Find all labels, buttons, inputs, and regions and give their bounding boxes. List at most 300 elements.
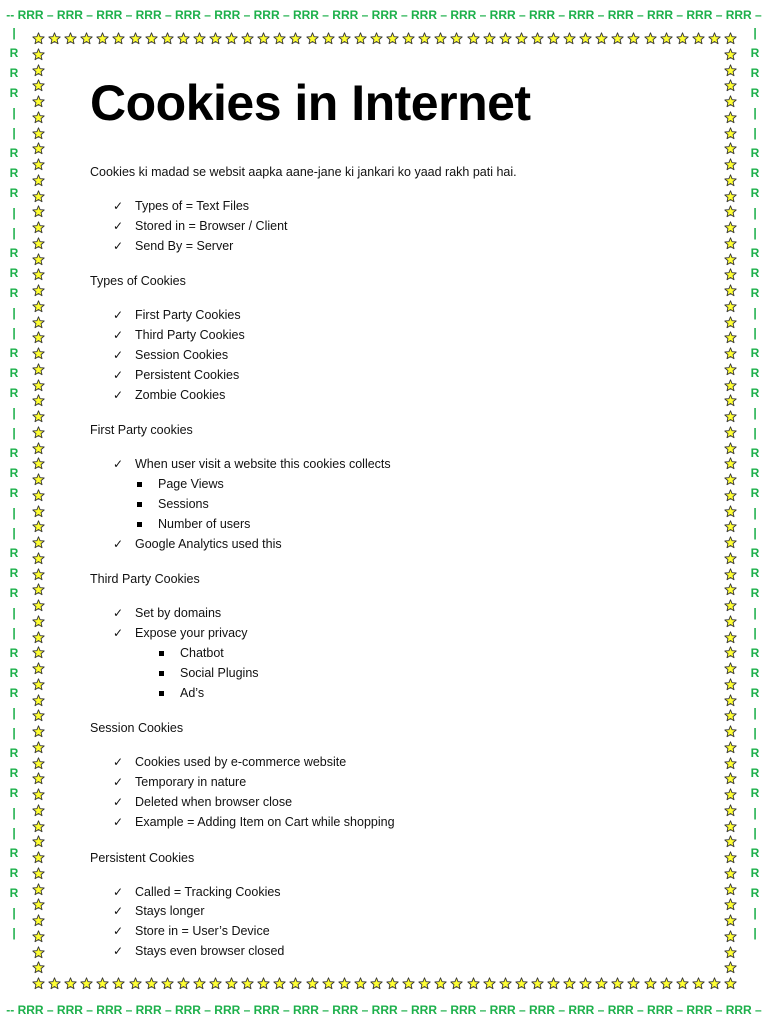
star-icon bbox=[724, 520, 737, 533]
star-icon bbox=[32, 757, 45, 770]
star-icon bbox=[724, 914, 737, 927]
border-glyph: | bbox=[753, 606, 757, 620]
border-glyph: | bbox=[753, 26, 757, 40]
section-heading-types: Types of Cookies bbox=[90, 274, 186, 289]
border-glyph: | bbox=[12, 106, 16, 120]
border-glyph: | bbox=[753, 726, 757, 740]
star-icon bbox=[177, 977, 190, 990]
star-icon bbox=[32, 253, 45, 266]
border-glyph: | bbox=[753, 806, 757, 820]
star-icon bbox=[402, 977, 415, 990]
star-icon bbox=[161, 32, 174, 45]
border-glyph: R bbox=[750, 166, 760, 180]
star-icon bbox=[724, 851, 737, 864]
border-glyph: R bbox=[9, 446, 19, 460]
star-icon bbox=[32, 804, 45, 817]
star-icon bbox=[724, 221, 737, 234]
star-icon bbox=[724, 316, 737, 329]
star-icon bbox=[724, 111, 737, 124]
star-icon bbox=[724, 835, 737, 848]
star-icon bbox=[611, 977, 624, 990]
border-glyph: | bbox=[753, 706, 757, 720]
star-icon bbox=[724, 253, 737, 266]
star-icon bbox=[32, 268, 45, 281]
star-icon bbox=[32, 694, 45, 707]
star-icon bbox=[32, 221, 45, 234]
star-icon bbox=[483, 977, 496, 990]
star-icon bbox=[32, 174, 45, 187]
star-icon bbox=[724, 930, 737, 943]
border-glyph: | bbox=[12, 126, 16, 140]
star-icon bbox=[32, 111, 45, 124]
session-list bbox=[90, 753, 690, 832]
list-item: ✓ Stays longer bbox=[90, 902, 690, 922]
border-glyph: | bbox=[12, 626, 16, 640]
border-glyph: | bbox=[12, 226, 16, 240]
border-glyph: R bbox=[9, 866, 19, 880]
border-glyph: | bbox=[753, 626, 757, 640]
border-glyph: | bbox=[12, 326, 16, 340]
list-item: ✓ Example = Adding Item on Cart while shopping bbox=[90, 813, 690, 833]
border-glyph: R bbox=[750, 246, 760, 260]
star-icon bbox=[80, 32, 93, 45]
list-item: ✓ Temporary in nature bbox=[90, 773, 690, 793]
sub-list-item: Social Plugins bbox=[90, 664, 690, 684]
star-icon bbox=[32, 662, 45, 675]
persistent-list bbox=[90, 883, 690, 962]
star-icon bbox=[692, 977, 705, 990]
star-icon bbox=[32, 410, 45, 423]
page-title: Cookies in Internet bbox=[90, 75, 531, 131]
star-icon bbox=[289, 32, 302, 45]
star-icon bbox=[724, 64, 737, 77]
sub-list-item: Chatbot bbox=[90, 644, 690, 664]
sub-list-item: Ad’s bbox=[90, 684, 690, 704]
star-icon bbox=[724, 268, 737, 281]
star-icon bbox=[32, 48, 45, 61]
star-icon bbox=[64, 32, 77, 45]
border-glyph: R bbox=[750, 546, 760, 560]
section-heading-third-party: Third Party Cookies bbox=[90, 572, 200, 587]
star-icon bbox=[32, 237, 45, 250]
border-top-text: -- RRR – RRR – RRR – RRR – RRR – RRR – RRR – RRR – RRR – RRR – RRR – RRR – RRR – RRR – RRR – RRR – RRR – RRR – RRR – bbox=[6, 8, 762, 22]
star-icon bbox=[32, 930, 45, 943]
star-icon bbox=[32, 615, 45, 628]
star-icon bbox=[96, 32, 109, 45]
star-icon bbox=[724, 961, 737, 974]
star-icon bbox=[209, 32, 222, 45]
star-icon bbox=[499, 32, 512, 45]
border-glyph: R bbox=[750, 566, 760, 580]
border-glyph: R bbox=[750, 786, 760, 800]
border-glyph: R bbox=[9, 886, 19, 900]
star-icon bbox=[724, 898, 737, 911]
star-icon bbox=[547, 32, 560, 45]
star-icon bbox=[724, 946, 737, 959]
star-icon bbox=[32, 473, 45, 486]
star-icon bbox=[241, 32, 254, 45]
star-icon bbox=[32, 316, 45, 329]
border-glyph: R bbox=[750, 446, 760, 460]
star-icon bbox=[724, 709, 737, 722]
star-icon bbox=[724, 678, 737, 691]
star-icon bbox=[32, 79, 45, 92]
star-icon bbox=[257, 32, 270, 45]
star-icon bbox=[418, 32, 431, 45]
star-icon bbox=[515, 32, 528, 45]
border-glyph: | bbox=[12, 726, 16, 740]
border-glyph: R bbox=[9, 146, 19, 160]
star-icon bbox=[32, 961, 45, 974]
star-icon bbox=[467, 977, 480, 990]
star-icon bbox=[32, 127, 45, 140]
star-icon bbox=[724, 379, 737, 392]
star-icon bbox=[724, 757, 737, 770]
border-glyph: | bbox=[12, 926, 16, 940]
border-glyph: R bbox=[750, 366, 760, 380]
star-icon bbox=[322, 977, 335, 990]
star-icon bbox=[32, 347, 45, 360]
border-glyph: | bbox=[753, 206, 757, 220]
star-icon bbox=[32, 32, 45, 45]
border-glyph: | bbox=[12, 206, 16, 220]
star-icon bbox=[724, 473, 737, 486]
star-icon bbox=[225, 977, 238, 990]
border-glyph: R bbox=[9, 386, 19, 400]
border-glyph: R bbox=[750, 86, 760, 100]
star-icon bbox=[724, 174, 737, 187]
border-glyph: R bbox=[750, 266, 760, 280]
star-icon bbox=[450, 977, 463, 990]
star-icon bbox=[724, 552, 737, 565]
star-icon bbox=[241, 977, 254, 990]
star-icon bbox=[724, 190, 737, 203]
intro-list bbox=[90, 197, 690, 256]
star-icon bbox=[32, 394, 45, 407]
list-item: ✓ Zombie Cookies bbox=[90, 386, 690, 406]
star-icon bbox=[32, 158, 45, 171]
star-icon bbox=[129, 977, 142, 990]
border-glyph: | bbox=[12, 306, 16, 320]
border-glyph: | bbox=[12, 406, 16, 420]
star-icon bbox=[724, 820, 737, 833]
star-icon bbox=[338, 977, 351, 990]
star-icon bbox=[193, 977, 206, 990]
sub-list-item: Sessions bbox=[90, 495, 690, 515]
star-icon bbox=[32, 331, 45, 344]
star-icon bbox=[644, 32, 657, 45]
border-glyph: R bbox=[9, 586, 19, 600]
border-glyph: | bbox=[753, 226, 757, 240]
star-icon bbox=[306, 32, 319, 45]
star-icon bbox=[354, 32, 367, 45]
star-icon bbox=[145, 32, 158, 45]
star-icon bbox=[434, 32, 447, 45]
border-glyph: R bbox=[9, 46, 19, 60]
star-icon bbox=[32, 520, 45, 533]
border-glyph: R bbox=[9, 266, 19, 280]
border-glyph: R bbox=[750, 186, 760, 200]
star-icon bbox=[515, 977, 528, 990]
border-glyph: R bbox=[9, 166, 19, 180]
star-icon bbox=[724, 410, 737, 423]
star-icon bbox=[161, 977, 174, 990]
star-icon bbox=[724, 457, 737, 470]
list-item: ✓ Send By = Server bbox=[90, 237, 690, 257]
star-icon bbox=[145, 977, 158, 990]
star-icon bbox=[177, 32, 190, 45]
star-icon bbox=[32, 505, 45, 518]
star-icon bbox=[724, 694, 737, 707]
star-icon bbox=[724, 95, 737, 108]
list-item: ✓ Expose your privacy bbox=[90, 624, 690, 644]
star-icon bbox=[660, 32, 673, 45]
star-icon bbox=[32, 851, 45, 864]
border-glyph: R bbox=[9, 846, 19, 860]
border-glyph: R bbox=[9, 66, 19, 80]
border-glyph: R bbox=[9, 666, 19, 680]
star-icon bbox=[724, 646, 737, 659]
star-icon bbox=[434, 977, 447, 990]
list-item: ✓ Types of = Text Files bbox=[90, 197, 690, 217]
star-icon bbox=[32, 741, 45, 754]
star-icon bbox=[32, 95, 45, 108]
star-icon bbox=[724, 883, 737, 896]
star-icon bbox=[370, 32, 383, 45]
star-icon bbox=[80, 977, 93, 990]
border-glyph: R bbox=[750, 46, 760, 60]
list-item: ✓ Persistent Cookies bbox=[90, 366, 690, 386]
star-icon bbox=[322, 32, 335, 45]
star-icon bbox=[338, 32, 351, 45]
first-party-list bbox=[90, 455, 690, 554]
star-icon bbox=[32, 457, 45, 470]
list-item: ✓ Session Cookies bbox=[90, 346, 690, 366]
border-glyph: | bbox=[12, 826, 16, 840]
list-item: ✓ Google Analytics used this bbox=[90, 535, 690, 555]
star-icon bbox=[724, 867, 737, 880]
star-icon bbox=[32, 599, 45, 612]
star-icon bbox=[724, 442, 737, 455]
border-glyph: | bbox=[753, 926, 757, 940]
list-item: ✓ Deleted when browser close bbox=[90, 793, 690, 813]
border-glyph: | bbox=[753, 306, 757, 320]
star-icon bbox=[32, 631, 45, 644]
star-icon bbox=[724, 284, 737, 297]
border-glyph: R bbox=[750, 746, 760, 760]
star-icon bbox=[724, 772, 737, 785]
star-icon bbox=[579, 32, 592, 45]
star-icon bbox=[724, 426, 737, 439]
star-icon bbox=[32, 914, 45, 927]
list-item: ✓ Set by domains bbox=[90, 604, 690, 624]
list-item: ✓ Stored in = Browser / Client bbox=[90, 217, 690, 237]
star-icon bbox=[724, 127, 737, 140]
sub-list-item: Number of users bbox=[90, 515, 690, 535]
list-item: ✓ First Party Cookies bbox=[90, 306, 690, 326]
star-icon bbox=[112, 977, 125, 990]
star-icon bbox=[32, 709, 45, 722]
star-icon bbox=[32, 867, 45, 880]
star-icon bbox=[386, 977, 399, 990]
star-icon bbox=[32, 772, 45, 785]
star-icon bbox=[724, 300, 737, 313]
types-list bbox=[90, 306, 690, 405]
border-glyph: | bbox=[753, 326, 757, 340]
border-glyph: | bbox=[12, 806, 16, 820]
star-icon bbox=[257, 977, 270, 990]
section-heading-session: Session Cookies bbox=[90, 721, 184, 736]
border-glyph: | bbox=[12, 526, 16, 540]
border-glyph: R bbox=[9, 366, 19, 380]
star-icon bbox=[724, 32, 737, 45]
star-icon bbox=[418, 977, 431, 990]
star-icon bbox=[32, 379, 45, 392]
border-glyph: | bbox=[753, 826, 757, 840]
border-glyph: | bbox=[12, 426, 16, 440]
star-icon bbox=[724, 394, 737, 407]
star-icon bbox=[724, 662, 737, 675]
star-icon bbox=[32, 205, 45, 218]
star-icon bbox=[32, 883, 45, 896]
border-glyph: R bbox=[750, 846, 760, 860]
star-icon bbox=[724, 536, 737, 549]
star-icon bbox=[724, 331, 737, 344]
star-icon bbox=[32, 426, 45, 439]
star-icon bbox=[64, 977, 77, 990]
border-glyph: R bbox=[9, 346, 19, 360]
border-glyph: R bbox=[9, 286, 19, 300]
star-icon bbox=[370, 977, 383, 990]
star-icon bbox=[595, 977, 608, 990]
star-icon bbox=[32, 552, 45, 565]
star-icon bbox=[724, 142, 737, 155]
intro-paragraph: Cookies ki madad se websit aapka aane-jane ki jankari ko yaad rakh pati hai. bbox=[90, 165, 517, 179]
star-icon bbox=[32, 363, 45, 376]
star-icon bbox=[32, 820, 45, 833]
star-icon bbox=[563, 977, 576, 990]
border-right-column bbox=[748, 20, 762, 980]
border-glyph: R bbox=[9, 686, 19, 700]
star-icon bbox=[112, 32, 125, 45]
star-icon bbox=[32, 568, 45, 581]
border-glyph: R bbox=[750, 766, 760, 780]
star-icon bbox=[724, 977, 737, 990]
star-icon bbox=[627, 977, 640, 990]
section-heading-persistent: Persistent Cookies bbox=[90, 850, 195, 865]
star-icon bbox=[32, 284, 45, 297]
star-icon bbox=[660, 977, 673, 990]
border-glyph: R bbox=[9, 646, 19, 660]
star-icon bbox=[724, 158, 737, 171]
star-icon bbox=[193, 32, 206, 45]
border-glyph: | bbox=[753, 126, 757, 140]
star-icon bbox=[724, 505, 737, 518]
star-icon bbox=[724, 725, 737, 738]
star-icon bbox=[129, 32, 142, 45]
star-icon bbox=[32, 788, 45, 801]
star-icon bbox=[579, 977, 592, 990]
star-icon bbox=[48, 977, 61, 990]
sub-list-item: Page Views bbox=[90, 475, 690, 495]
border-glyph: | bbox=[753, 526, 757, 540]
star-icon bbox=[32, 300, 45, 313]
border-glyph: R bbox=[9, 246, 19, 260]
border-glyph: | bbox=[753, 406, 757, 420]
star-icon bbox=[273, 32, 286, 45]
star-icon bbox=[32, 142, 45, 155]
star-icon bbox=[467, 32, 480, 45]
star-icon bbox=[724, 741, 737, 754]
star-icon bbox=[644, 977, 657, 990]
star-icon bbox=[354, 977, 367, 990]
border-glyph: R bbox=[9, 766, 19, 780]
border-glyph: | bbox=[753, 906, 757, 920]
star-icon bbox=[32, 678, 45, 691]
star-icon bbox=[32, 898, 45, 911]
star-icon bbox=[708, 32, 721, 45]
list-item: ✓ Third Party Cookies bbox=[90, 326, 690, 346]
star-icon bbox=[32, 946, 45, 959]
border-glyph: | bbox=[12, 706, 16, 720]
list-item: ✓ When user visit a website this cookies collects bbox=[90, 455, 690, 475]
star-icon bbox=[483, 32, 496, 45]
star-icon bbox=[724, 205, 737, 218]
border-glyph: R bbox=[9, 186, 19, 200]
border-glyph: R bbox=[750, 386, 760, 400]
border-glyph: R bbox=[750, 686, 760, 700]
star-icon bbox=[96, 977, 109, 990]
star-icon bbox=[692, 32, 705, 45]
star-icon bbox=[273, 977, 286, 990]
border-glyph: | bbox=[753, 506, 757, 520]
border-glyph: | bbox=[753, 426, 757, 440]
star-icon bbox=[547, 977, 560, 990]
star-icon bbox=[676, 977, 689, 990]
list-item: ✓ Called = Tracking Cookies bbox=[90, 883, 690, 903]
star-icon bbox=[450, 32, 463, 45]
border-glyph: R bbox=[9, 566, 19, 580]
star-icon bbox=[724, 631, 737, 644]
star-icon bbox=[32, 64, 45, 77]
border-glyph: | bbox=[12, 506, 16, 520]
star-icon bbox=[595, 32, 608, 45]
star-icon bbox=[724, 583, 737, 596]
star-icon bbox=[48, 32, 61, 45]
star-icon bbox=[531, 32, 544, 45]
border-glyph: R bbox=[750, 146, 760, 160]
star-icon bbox=[32, 536, 45, 549]
star-icon bbox=[32, 977, 45, 990]
third-party-list bbox=[90, 604, 690, 703]
star-icon bbox=[611, 32, 624, 45]
border-glyph: | bbox=[753, 106, 757, 120]
star-icon bbox=[724, 363, 737, 376]
document-body bbox=[90, 72, 690, 962]
star-icon bbox=[32, 583, 45, 596]
border-glyph: R bbox=[750, 666, 760, 680]
border-glyph: R bbox=[750, 646, 760, 660]
star-icon bbox=[32, 725, 45, 738]
border-glyph: R bbox=[9, 486, 19, 500]
star-icon bbox=[676, 32, 689, 45]
star-icon bbox=[724, 599, 737, 612]
star-icon bbox=[724, 804, 737, 817]
star-icon bbox=[708, 977, 721, 990]
border-glyph: R bbox=[9, 466, 19, 480]
star-icon bbox=[724, 237, 737, 250]
border-glyph: R bbox=[750, 886, 760, 900]
